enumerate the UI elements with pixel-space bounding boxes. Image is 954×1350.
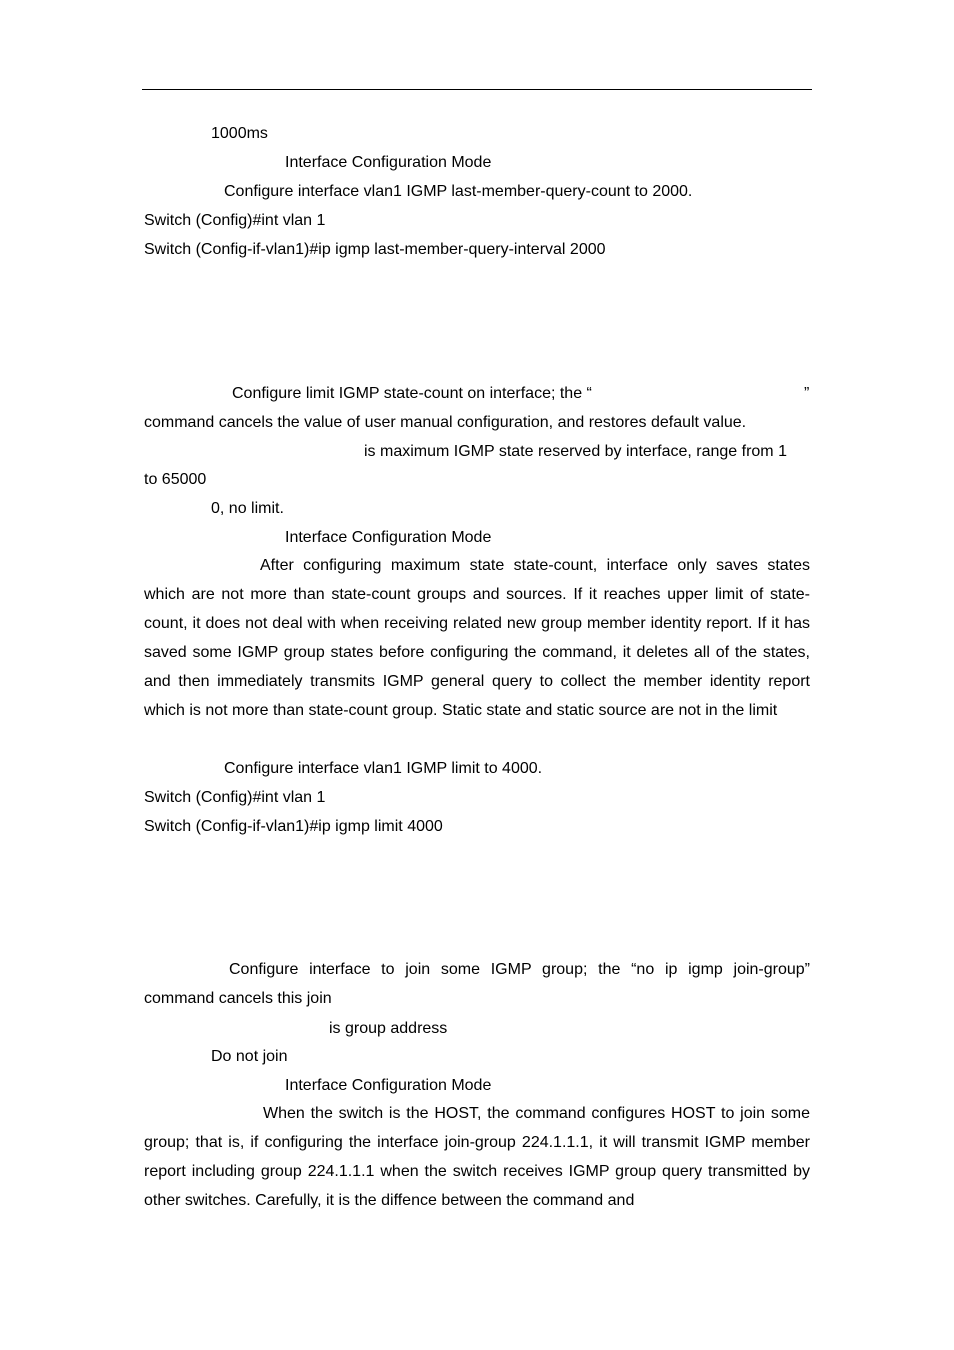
usage-guide (144, 552, 810, 725)
command-mode: Interface Configuration Mode (285, 1077, 492, 1094)
example-description: Configure interface vlan1 IGMP limit to 4000. (224, 760, 543, 777)
default-value: 1000ms (211, 125, 268, 142)
function-description: Configure limit IGMP state-count on interface; the “ (232, 385, 592, 402)
example-command: Switch (Config-if-vlan1)#ip igmp last-member-query-interval 2000 (144, 241, 606, 258)
usage-guide-text: When the switch is the HOST, the command configures HOST to join some group; that is, if configuring the interface join-group 224.1.1.1, it will transmit IGMP member report including group 224.1.1.1 when the switch receives IGMP group query transmitted by other switches. Carefully, it is the diffence between the command and (144, 1105, 810, 1209)
function-description (144, 956, 810, 1014)
header-rule (142, 89, 812, 90)
parameter-description: is group address (329, 1020, 448, 1037)
example-command: Switch (Config)#int vlan 1 (144, 212, 326, 229)
command-mode: Interface Configuration Mode (285, 154, 492, 171)
example-command: Switch (Config)#int vlan 1 (144, 789, 326, 806)
quote-close: ” (804, 385, 810, 402)
function-text: Configure interface to join some IGMP group; the “no ip igmp join-group” command cancels this join (144, 961, 810, 1007)
parameter-description-cont: to 65000 (144, 471, 207, 488)
usage-guide (144, 1100, 810, 1216)
usage-guide-text: After configuring maximum state state-count, interface only saves states which are not more than state-count groups and sources. If it reaches upper limit of state-count, it does not deal with when receiving related new group member identity report. If it has saved some IGMP group states before configuring the command, it deletes all of the states, and then immediately transmits IGMP general query to collect the member identity report which is not more than state-count group. Static state and static source are not in the limit (144, 557, 810, 719)
default-value: 0, no limit. (211, 500, 284, 517)
function-description-cont: command cancels the value of user manual configuration, and restores default value. (144, 414, 747, 431)
default-value: Do not join (211, 1048, 288, 1065)
command-mode: Interface Configuration Mode (285, 529, 492, 546)
example-description: Configure interface vlan1 IGMP last-member-query-count to 2000. (224, 183, 693, 200)
example-command: Switch (Config-if-vlan1)#ip igmp limit 4000 (144, 818, 443, 835)
parameter-description: is maximum IGMP state reserved by interface, range from 1 (364, 443, 787, 460)
